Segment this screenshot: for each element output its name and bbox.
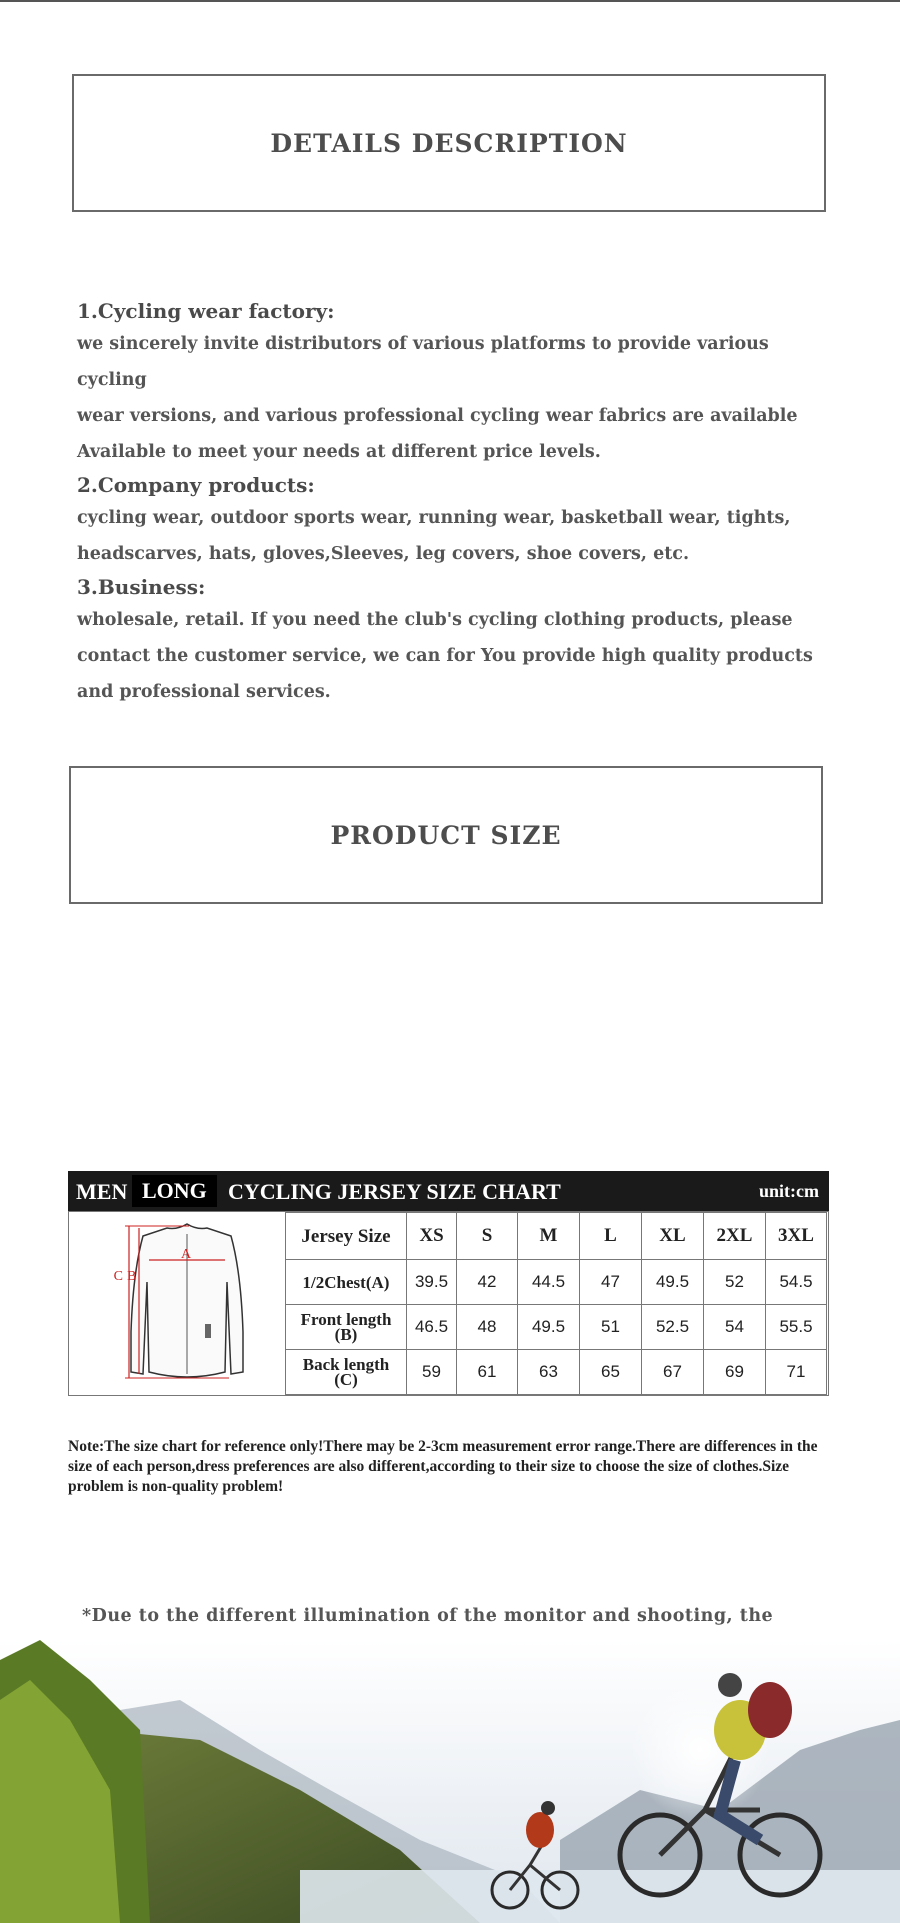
description-line: contact the customer service, we can for You provide high quality products [77, 646, 813, 666]
size-chart [68, 1171, 829, 1396]
description-line: and professional services. [77, 682, 331, 702]
description-line: wear versions, and various professional cycling wear fabrics are available [77, 406, 798, 426]
size-cell: 52.5 [642, 1305, 704, 1350]
size-col-2xl: 2XL [704, 1213, 766, 1260]
size-col-s: S [457, 1213, 518, 1260]
size-cell: 61 [457, 1350, 518, 1395]
size-cell: 48 [457, 1305, 518, 1350]
product-size-title: PRODUCT SIZE [330, 820, 562, 850]
cyclists-landscape-image [0, 1640, 900, 1923]
size-chart-title-long: LONG [132, 1175, 217, 1207]
size-col-3xl: 3XL [766, 1213, 827, 1260]
top-divider [0, 0, 900, 2]
size-col-xl: XL [642, 1213, 704, 1260]
note-text: The size chart for reference only!There may be 2-3cm measurement error range.There are differences in the size of each person,dress preferences are also different,according to their size to choose the size of clothes.Size problem is non-quality problem! [68, 1438, 818, 1495]
size-col-xs: XS [407, 1213, 457, 1260]
description-line: wholesale, retail. If you need the club's cycling clothing products, please [77, 610, 793, 630]
size-cell: 49.5 [518, 1305, 580, 1350]
size-cell: 59 [407, 1350, 457, 1395]
note-prefix: Note: [68, 1438, 105, 1455]
size-col-m: M [518, 1213, 580, 1260]
details-description-title: DETAILS DESCRIPTION [270, 128, 628, 158]
notice-line-1: *Due to the different illumination of the monitor and shooting, the [82, 1606, 774, 1626]
size-cell: 67 [642, 1350, 704, 1395]
size-cell: 69 [704, 1350, 766, 1395]
size-note [68, 1437, 828, 1497]
size-header-label: Jersey Size [286, 1213, 407, 1260]
size-chart-grid [68, 1211, 829, 1396]
size-cell: 54 [704, 1305, 766, 1350]
size-cell: 63 [518, 1350, 580, 1395]
size-cell: 71 [766, 1350, 827, 1395]
row-label-chest [286, 1260, 407, 1305]
size-cell: 52 [704, 1260, 766, 1305]
size-cell: 44.5 [518, 1260, 580, 1305]
row-label-text: Front length [300, 1310, 392, 1329]
size-chart-title-men: MEN [76, 1179, 128, 1204]
jersey-outline-icon [69, 1212, 285, 1395]
size-table [285, 1212, 827, 1395]
details-description-title-box [72, 74, 826, 212]
description-line: headscarves, hats, gloves,Sleeves, leg covers, shoe covers, etc. [77, 544, 690, 564]
diagram-label-a: A [181, 1247, 192, 1262]
product-size-title-box [69, 766, 823, 904]
description-line: we sincerely invite distributors of various platforms to provide various cycling [77, 334, 769, 390]
description-heading-1: 1.Cycling wear factory: [77, 299, 335, 323]
diagram-label-c: C [113, 1269, 123, 1284]
size-table-header-row [286, 1213, 827, 1260]
size-chart-unit: unit:cm [759, 1181, 819, 1201]
size-chart-header [68, 1171, 829, 1211]
description-line: Available to meet your needs at different price levels. [77, 442, 601, 462]
diagram-label-b: B [127, 1269, 137, 1284]
size-cell: 39.5 [407, 1260, 457, 1305]
row-label-front-length [286, 1305, 407, 1350]
size-cell: 51 [580, 1305, 642, 1350]
size-cell: 46.5 [407, 1305, 457, 1350]
description-section [77, 296, 837, 710]
size-chart-title: CYCLING JERSEY SIZE CHART [228, 1179, 561, 1204]
description-line: cycling wear, outdoor sports wear, running wear, basketball wear, tights, [77, 508, 791, 528]
size-cell: 65 [580, 1350, 642, 1395]
description-heading-2: 2.Company products: [77, 473, 315, 497]
size-table-row [286, 1305, 827, 1350]
size-cell: 42 [457, 1260, 518, 1305]
row-label-text: Back length [302, 1355, 390, 1374]
description-heading-3: 3.Business: [77, 575, 206, 599]
size-table-row [286, 1260, 827, 1305]
size-cell: 54.5 [766, 1260, 827, 1305]
size-col-l: L [580, 1213, 642, 1260]
size-cell: 47 [580, 1260, 642, 1305]
row-label-text: 1/2Chest(A) [302, 1272, 390, 1292]
row-label-sub: (B) [334, 1325, 358, 1344]
row-label-sub: (C) [334, 1370, 358, 1389]
size-cell: 49.5 [642, 1260, 704, 1305]
size-cell: 55.5 [766, 1305, 827, 1350]
row-label-back-length [286, 1350, 407, 1395]
size-table-row [286, 1350, 827, 1395]
jersey-diagram [69, 1212, 286, 1395]
